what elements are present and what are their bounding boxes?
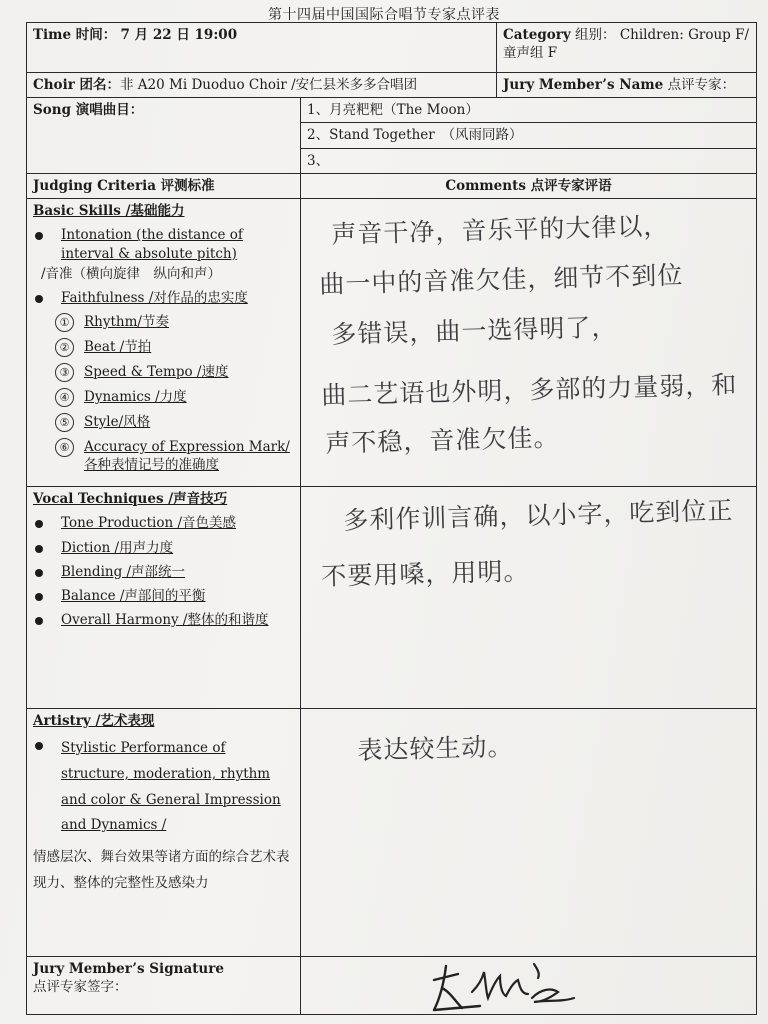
vocal-item	[33, 563, 294, 581]
song-item: 3、	[301, 148, 757, 173]
artistry-cn: 情感层次、舞台效果等诸方面的综合艺术表现力、整体的完整性及感染力	[33, 848, 290, 891]
sub-item	[33, 313, 294, 332]
handwritten-comment: 曲一中的音准欠佳，细节不到位	[319, 260, 684, 299]
category-value-cn: 童声组 F	[503, 45, 558, 62]
bullet-icon	[35, 593, 43, 601]
evaluation-form	[26, 22, 757, 1015]
sub-item	[33, 438, 294, 474]
number-badge: ⑤	[55, 413, 74, 432]
category-label: Category	[503, 27, 571, 43]
signature-label: Jury Member’s Signature	[33, 961, 224, 978]
vocal-item-label: Blending /声部统一	[61, 563, 186, 580]
faithfulness-item	[33, 289, 294, 307]
bullet-icon	[35, 295, 43, 303]
vocal-techniques-title: Vocal Techniques /声音技巧	[33, 491, 228, 508]
jury-name-cn-label: 点评专家：	[667, 77, 736, 93]
handwritten-signature	[428, 958, 578, 1016]
faithfulness-label: Faithfulness /对作品的忠实度	[61, 289, 248, 306]
basic-skills-comments	[301, 199, 757, 487]
sub-item-label: Dynamics /力度	[84, 389, 187, 406]
sub-item	[33, 388, 294, 407]
handwritten-comment: 不要用嗓，用明。	[321, 556, 530, 591]
sub-item-label: Style/风格	[84, 414, 151, 431]
number-badge: ③	[55, 363, 74, 382]
handwritten-comment: 表达较生动。	[357, 732, 514, 766]
handwritten-comment: 多利作训言确，以小字，吃到位正	[343, 495, 734, 536]
time-label: Time 时间：	[33, 27, 117, 43]
choir-label: Choir 团名：	[33, 77, 121, 93]
basic-skills-title: Basic Skills /基础能力	[33, 203, 185, 220]
choir-value: 非 A20 Mi Duoduo Choir /安仁县米多多合唱团	[120, 77, 418, 93]
bullet-icon	[35, 742, 43, 750]
artistry-cell	[27, 709, 301, 957]
song-label: Song 演唱曲目：	[33, 102, 144, 119]
bullet-icon	[35, 545, 43, 553]
bullet-icon	[35, 617, 43, 625]
vocal-item	[33, 539, 294, 557]
jury-name-cell	[497, 73, 757, 98]
vocal-item	[33, 514, 294, 532]
artistry-comments	[301, 709, 757, 957]
handwritten-comment: 声不稳，音准欠佳。	[325, 422, 560, 459]
song-label-cell	[27, 98, 301, 174]
vocal-techniques-comments	[301, 487, 757, 709]
bullet-icon	[35, 232, 43, 240]
artistry-item-label: Stylistic Performance of structure, moderation, rhythm and color & General Impression and Dynamics /	[61, 740, 281, 834]
bullet-icon	[35, 520, 43, 528]
time-cell	[27, 23, 497, 73]
song-item: 2、Stand Together （风雨同路）	[301, 123, 757, 148]
document-title: 第十四届中国国际合唱节专家点评表	[268, 7, 500, 23]
basic-skills-cell	[27, 199, 301, 487]
intonation-item	[33, 226, 294, 262]
category-cell	[497, 23, 757, 73]
vocal-item-label: Balance /声部间的平衡	[61, 587, 206, 604]
sub-item-label: Speed & Tempo /速度	[84, 364, 229, 381]
vocal-item-label: Overall Harmony /整体的和谐度	[61, 612, 269, 629]
handwritten-comment: 声音干净，音乐平的大律以，	[331, 211, 670, 250]
sub-item-label: Accuracy of Expression Mark/ 各种表情记号的准确度	[84, 439, 290, 474]
choir-cell	[27, 73, 497, 98]
sub-item	[33, 338, 294, 357]
sub-item-label: Rhythm/节奏	[84, 314, 169, 331]
vocal-techniques-cell	[27, 487, 301, 709]
time-value: 7 月 22 日 19:00	[120, 27, 238, 43]
signature-label-cell	[27, 957, 301, 1015]
intonation-cn: /音准（横向旋律 纵向和声）	[41, 265, 222, 282]
signature-cn-label: 点评专家签字：	[33, 979, 128, 996]
artistry-title: Artistry /艺术表现	[33, 713, 155, 730]
number-badge: ⑥	[55, 438, 74, 457]
vocal-item	[33, 587, 294, 605]
sub-item	[33, 363, 294, 382]
criteria-header: Judging Criteria 评测标准	[27, 173, 301, 198]
song-item: 1、月亮粑粑（The Moon）	[301, 98, 757, 123]
bullet-icon	[35, 569, 43, 577]
category-cn-label: 组别：	[575, 27, 616, 43]
vocal-item	[33, 611, 294, 629]
comments-header: Comments 点评专家评语	[301, 173, 757, 198]
number-badge: ①	[55, 313, 74, 332]
handwritten-comment: 曲二艺语也外明，多部的力量弱，和	[321, 370, 738, 411]
number-badge: ④	[55, 388, 74, 407]
artistry-item	[33, 736, 294, 839]
number-badge: ②	[55, 338, 74, 357]
vocal-item-label: Diction /用声力度	[61, 539, 174, 556]
vocal-item-label: Tone Production /音色美感	[61, 515, 237, 532]
sub-item	[33, 413, 294, 432]
category-value: Children: Group F/	[619, 27, 749, 43]
sub-item-label: Beat /节拍	[84, 339, 152, 356]
intonation-label: Intonation (the distance of interval & absolute pitch)	[61, 227, 243, 262]
jury-name-label: Jury Member’s Name	[503, 77, 664, 93]
handwritten-comment: 多错误，曲一选得明了，	[331, 312, 618, 349]
